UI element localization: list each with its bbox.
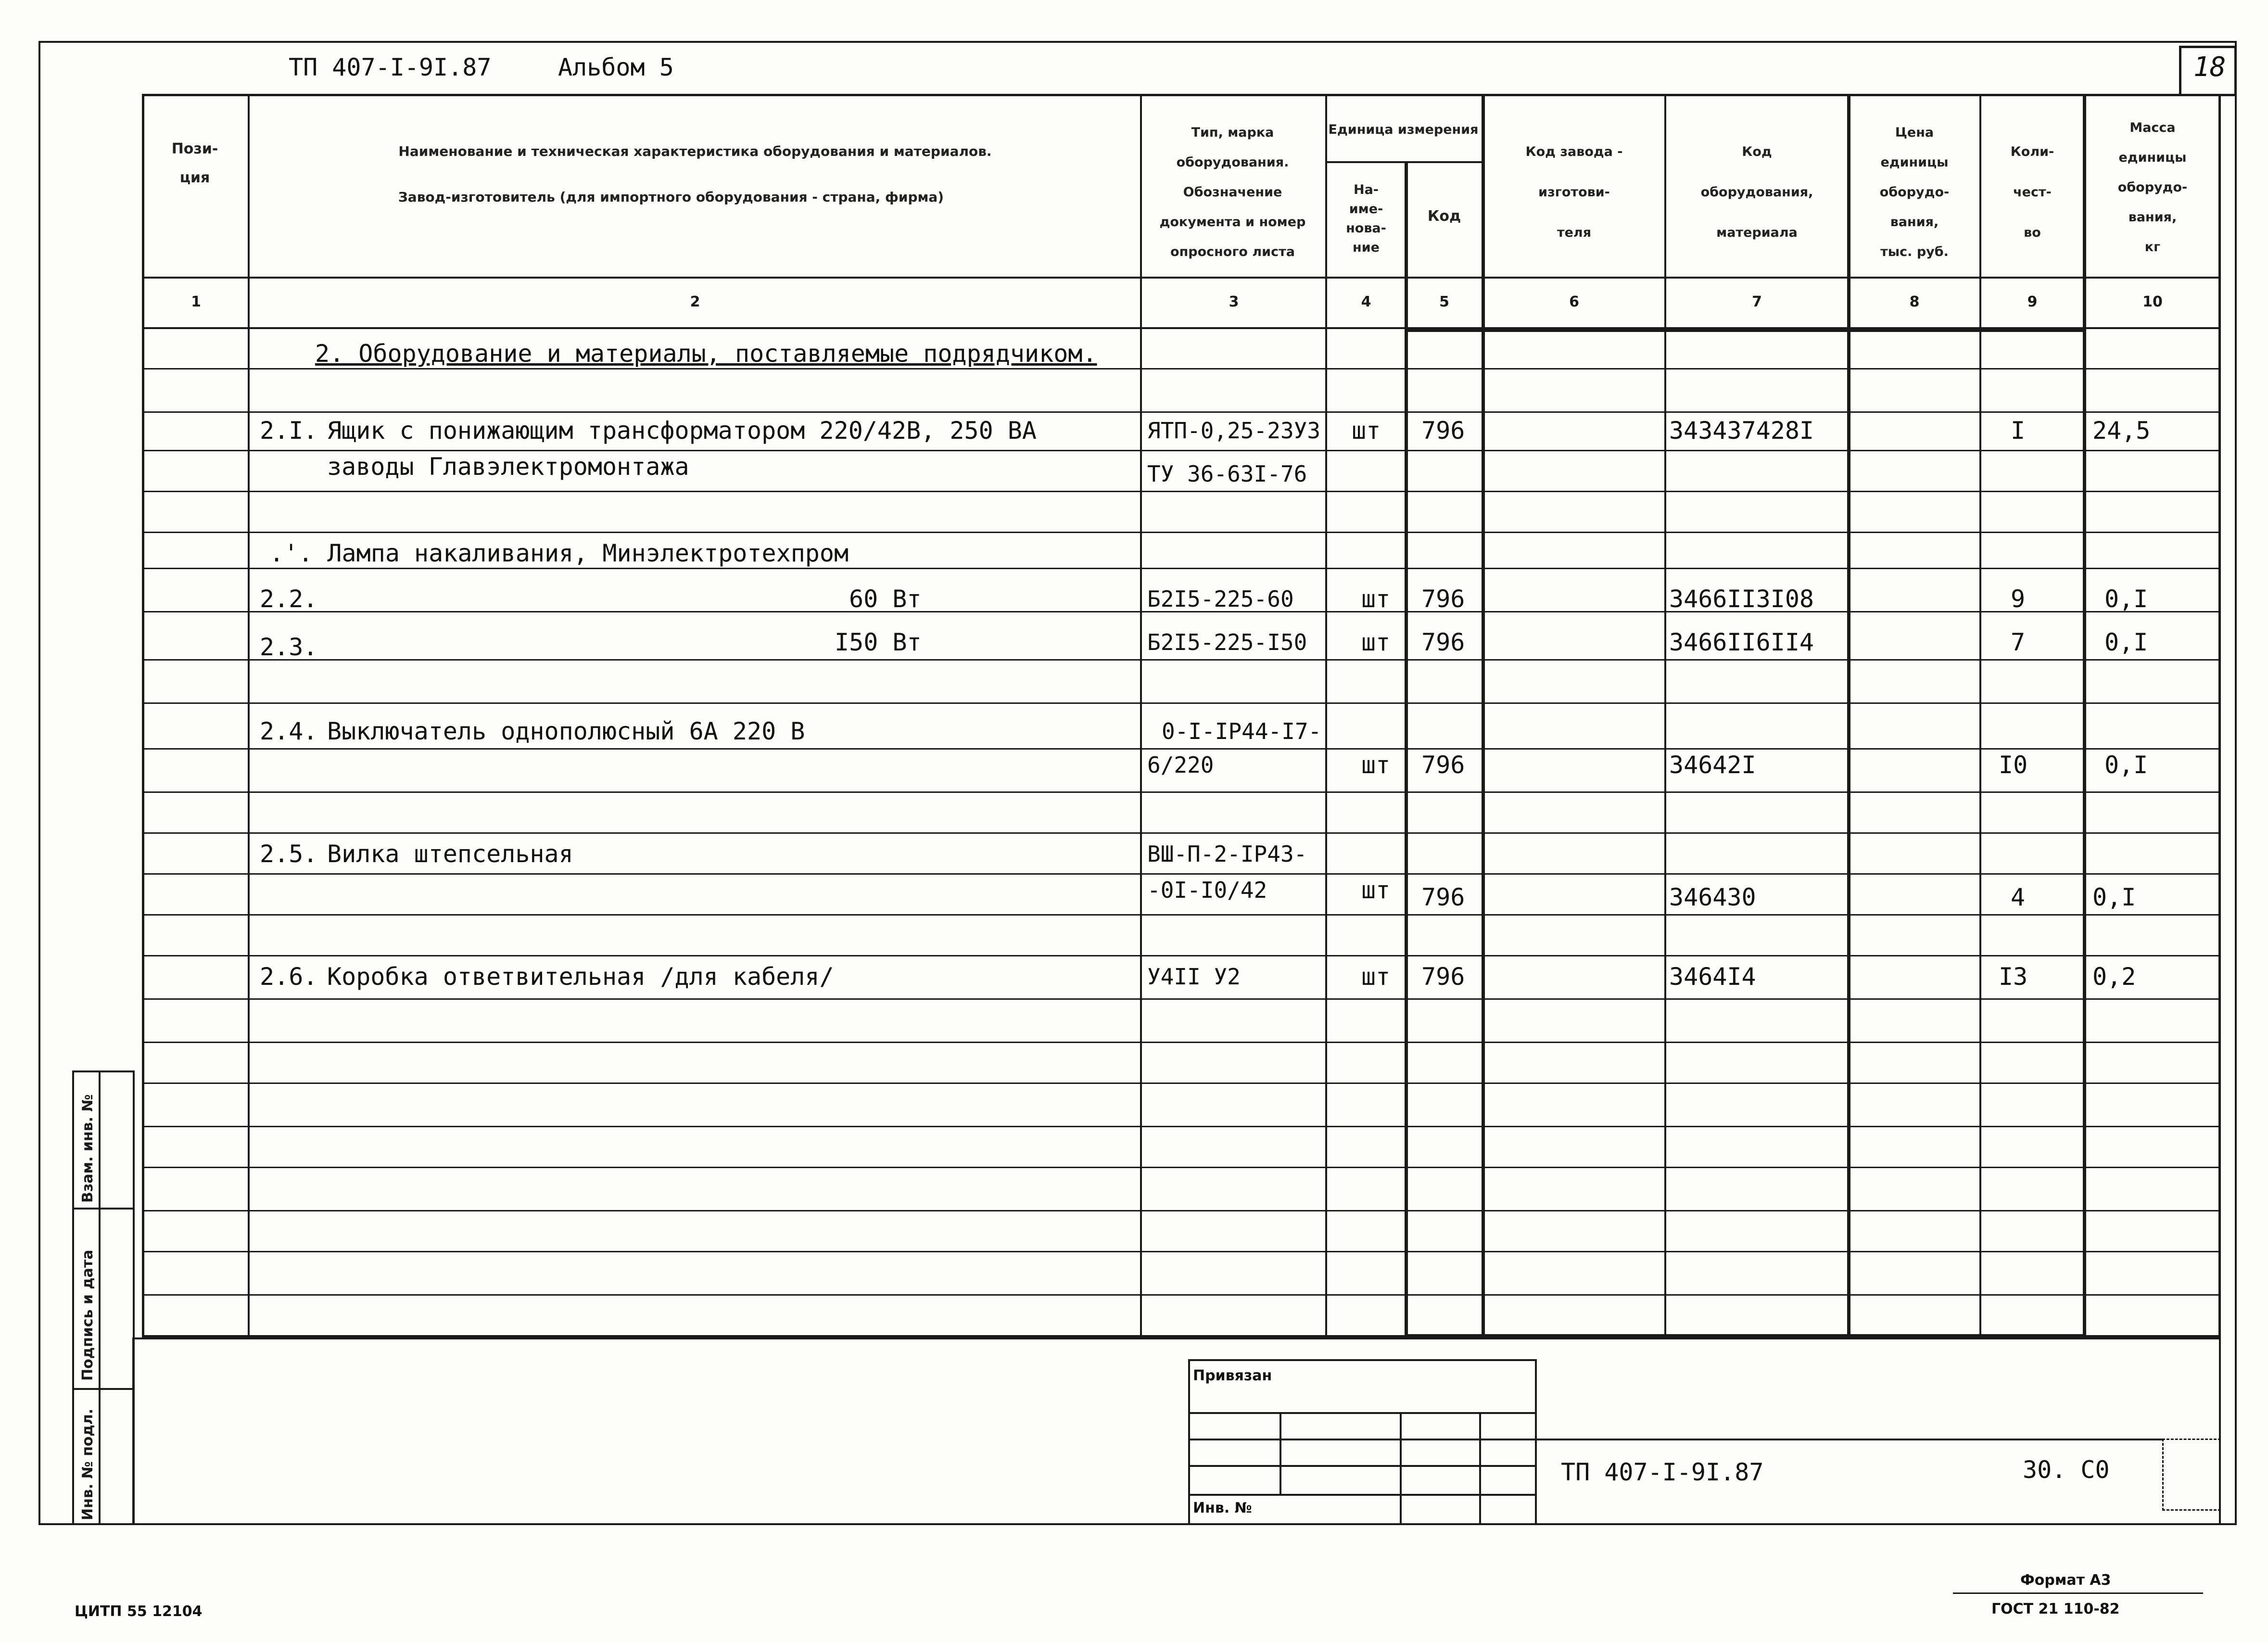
privyazan-line-2: [1188, 1439, 1537, 1440]
header-name: Наименование и техническая характеристика оборудования и материалов.: [398, 143, 992, 159]
unit-subheader-line: [1325, 161, 1482, 163]
gost-label: ГОСТ 21 110-82: [1991, 1601, 2120, 1618]
row-2-3-unit: шт: [1361, 628, 1391, 656]
row-2-4-position: 2.4.: [260, 717, 318, 745]
row-2-1-name-2: заводы Главэлектромонтажа: [327, 453, 689, 481]
header-position: Пози- ция: [171, 140, 218, 186]
row-2-4-mass: 0,I: [2104, 751, 2148, 779]
privyazan-col-3: [1479, 1412, 1481, 1525]
col-line-9: [2083, 94, 2086, 1337]
row-line: [142, 1083, 2221, 1084]
row-line: [142, 791, 2221, 793]
header-material-code: Код оборудования, материала: [1700, 144, 1813, 240]
row-2-1-name: Ящик с понижающим трансформатором 220/42В, 250 ВА: [327, 417, 1037, 445]
row-2-4-quantity: I0: [1999, 751, 2028, 779]
header-quantity: Коли- чест- во: [2010, 144, 2054, 240]
row-line: [142, 748, 2221, 750]
col-line-5: [1482, 94, 1485, 1337]
side-stamp-divider: [99, 1070, 101, 1525]
row-2-2-position: 2.2.: [260, 585, 318, 613]
row-2-6-type: У4II У2: [1147, 964, 1241, 990]
col-num-4: 4: [1361, 293, 1371, 310]
row-2-1-type-2: ТУ 36-63I-76: [1147, 461, 1307, 487]
side-stamp-line-2: [72, 1388, 135, 1390]
format-label: Формат А3: [2020, 1572, 2111, 1589]
row-2-2-power: 60 Вт: [849, 585, 922, 613]
row-line: [142, 532, 2221, 533]
row-2-3-quantity: 7: [2011, 628, 2026, 656]
row-line: [142, 702, 2221, 704]
row-2-6-unit: шт: [1361, 963, 1391, 991]
side-stamp-line-1: [72, 1208, 135, 1210]
col-line-7: [1847, 94, 1850, 1337]
lamp-group-title: .'. Лампа накаливания, Минэлектротехпром: [269, 539, 849, 567]
row-line: [142, 1167, 2221, 1168]
row-2-4-type: 0-I-IP44-I7-: [1162, 718, 1322, 744]
header-unit: Единица измерения: [1328, 122, 1479, 137]
header-unit-code: Код: [1427, 208, 1461, 225]
row-2-2-type: Б2I5-225-60: [1147, 586, 1294, 612]
row-2-3-position: 2.3.: [260, 633, 318, 661]
row-2-1-mass: 24,5: [2092, 417, 2151, 445]
row-2-4-material: 34642I: [1669, 751, 1756, 779]
row-2-6-code: 796: [1421, 963, 1465, 991]
row-2-6-name: Коробка ответвительная /для кабеля/: [327, 963, 834, 991]
title-doc-code: ТП 407-I-9I.87: [1561, 1458, 1764, 1486]
row-2-1-position: 2.I.: [260, 417, 318, 445]
sheet-code: 30. С0: [2023, 1456, 2110, 1484]
row-line: [142, 1042, 2221, 1043]
body-top-thick: [1405, 329, 2083, 332]
row-2-4-name: Выключатель однополюсный 6А 220 В: [327, 717, 805, 745]
row-2-2-code: 796: [1421, 585, 1465, 613]
header-plant-code: Код завода - изготови- теля: [1525, 144, 1623, 240]
row-line: [142, 1210, 2221, 1211]
row-2-5-type: ВШ-П-2-IP43-: [1147, 841, 1307, 867]
row-2-3-mass: 0,I: [2104, 628, 2148, 656]
row-2-6-mass: 0,2: [2092, 963, 2136, 991]
row-2-4-type-2: 6/220: [1147, 752, 1214, 778]
inv-no-label: Инв. №: [1193, 1500, 1252, 1516]
row-2-5-code: 796: [1421, 883, 1465, 911]
row-line: [142, 955, 2221, 956]
privyazan-line-1: [1188, 1412, 1537, 1414]
row-2-6-position: 2.6.: [260, 963, 318, 991]
col-num-7: 7: [1752, 293, 1762, 310]
row-2-4-unit: шт: [1361, 751, 1391, 779]
footer-line: [1953, 1592, 2203, 1594]
col-line-1: [248, 94, 250, 1337]
col-line-6: [1664, 94, 1666, 1337]
row-line: [142, 450, 2221, 451]
row-2-5-name: Вилка штепсельная: [327, 840, 573, 868]
row-2-2-mass: 0,I: [2104, 585, 2148, 613]
col-line-8: [1979, 94, 1981, 1337]
header-manufacturer: Завод-изготовитель (для импортного оборудования - страна, фирма): [398, 189, 944, 205]
sheet-small-box: [2162, 1439, 2221, 1511]
privyazan-col-1: [1280, 1412, 1281, 1494]
printer-code: ЦИТП 55 12104: [75, 1603, 203, 1620]
row-line: [142, 914, 2221, 916]
col-line-3: [1325, 94, 1327, 1337]
row-line: [142, 1251, 2221, 1252]
doc-code-top: ТП 407-I-9I.87: [289, 53, 492, 81]
album-label: Альбом 5: [558, 53, 674, 81]
side-label-podpis: Подпись и дата: [79, 1249, 96, 1381]
row-line: [142, 998, 2221, 1000]
col-num-2: 2: [690, 293, 700, 310]
row-2-4-code: 796: [1421, 751, 1465, 779]
col-num-8: 8: [1909, 293, 1920, 310]
row-line: [142, 832, 2221, 834]
row-2-3-type: Б2I5-225-I50: [1147, 629, 1307, 655]
row-2-2-quantity: 9: [2011, 585, 2026, 613]
row-2-1-type: ЯТП-0,25-23У3: [1147, 418, 1321, 444]
col-num-1: 1: [191, 293, 201, 310]
body-bottom-thick: [1405, 1334, 2083, 1337]
row-2-5-mass: 0,I: [2092, 883, 2136, 911]
row-2-5-position: 2.5.: [260, 840, 318, 868]
row-2-1-quantity: I: [2011, 417, 2026, 445]
col-num-6: 6: [1569, 293, 1579, 310]
row-2-3-code: 796: [1421, 628, 1465, 656]
privyazan-label: Привязан: [1193, 1367, 1272, 1384]
row-line: [142, 491, 2221, 492]
row-2-1-material: 343437428I: [1669, 417, 1814, 445]
row-2-2-material: 3466II3I08: [1669, 585, 1814, 613]
col-num-9: 9: [2027, 293, 2038, 310]
header-type: Тип, марка оборудования. Обозначение документа и номер опросного листа: [1159, 125, 1306, 259]
row-line: [142, 1126, 2221, 1127]
header-unit-name: На- име- нова- ние: [1346, 182, 1386, 255]
row-2-6-quantity: I3: [1999, 963, 2028, 991]
row-2-3-power: I50 Вт: [835, 628, 922, 656]
row-2-5-unit: шт: [1361, 876, 1391, 904]
row-2-1-code: 796: [1421, 417, 1465, 445]
header-price: Цена единицы оборудо- вания, тыс. руб.: [1879, 125, 1950, 259]
header-mass: Масса единицы оборудо- вания, кг: [2117, 120, 2188, 255]
spec-table: [142, 94, 2221, 1337]
privyazan-col-2: [1400, 1412, 1402, 1525]
row-2-5-type-2: -0I-I0/42: [1147, 877, 1267, 903]
privyazan-line-3: [1188, 1465, 1537, 1467]
col-num-5: 5: [1439, 293, 1449, 310]
section-title: 2. Оборудование и материалы, поставляемые подрядчиком.: [315, 340, 1097, 368]
row-line: [142, 411, 2221, 413]
row-line: [142, 659, 2221, 661]
side-label-vzam: Взам. инв. №: [79, 1094, 96, 1203]
side-label-inv-podl: Инв. № подл.: [79, 1408, 96, 1520]
header-divider: [142, 277, 2221, 279]
col-num-10: 10: [2142, 293, 2163, 310]
row-2-6-material: 3464I4: [1669, 963, 1756, 991]
row-line: [142, 568, 2221, 569]
row-2-1-unit: шт: [1352, 417, 1381, 445]
row-line: [142, 1294, 2221, 1296]
row-2-5-quantity: 4: [2011, 883, 2026, 911]
page-number: 18: [2193, 51, 2226, 83]
col-num-3: 3: [1229, 293, 1239, 310]
row-2-3-material: 3466II6II4: [1669, 628, 1814, 656]
row-line: [142, 368, 2221, 369]
row-2-2-unit: шт: [1361, 585, 1391, 613]
col-line-2: [1140, 94, 1142, 1337]
row-2-5-material: 346430: [1669, 883, 1756, 911]
row-line: [142, 873, 2221, 875]
